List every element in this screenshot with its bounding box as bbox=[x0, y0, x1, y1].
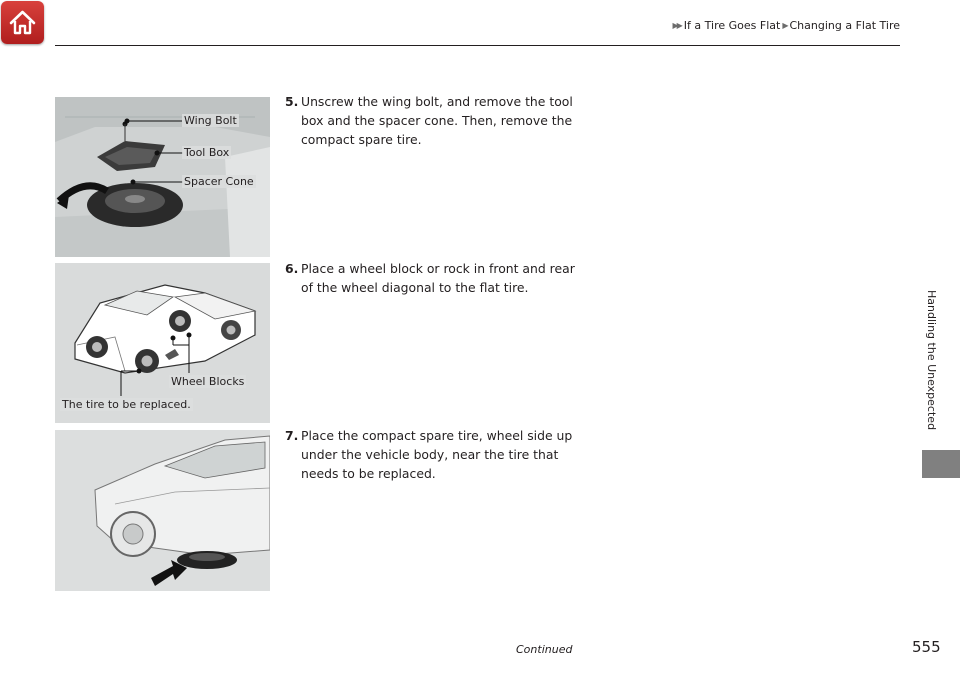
step-number: 7. bbox=[285, 428, 299, 443]
figure-wheel-blocks bbox=[55, 263, 270, 423]
step-5 bbox=[285, 92, 585, 149]
page-number: 555 bbox=[912, 638, 941, 656]
step-7 bbox=[285, 426, 585, 483]
step-6 bbox=[285, 259, 585, 297]
breadcrumb bbox=[672, 19, 900, 32]
figure-spare-tire-compartment bbox=[55, 97, 270, 257]
breadcrumb-arrows-icon: ▶▶ bbox=[672, 21, 681, 30]
step-text: Place the compact spare tire, wheel side up under the vehicle body, near the tire that needs to be replaced. bbox=[301, 428, 573, 481]
callout-tire-to-be-replaced: The tire to be replaced. bbox=[62, 398, 191, 411]
callout-spacer-cone: Spacer Cone bbox=[184, 175, 254, 188]
callout-wheel-blocks: Wheel Blocks bbox=[171, 375, 245, 388]
breadcrumb-current: Changing a Flat Tire bbox=[789, 19, 900, 32]
section-side-label[interactable]: Handling the Unexpected bbox=[925, 290, 938, 431]
step-text: Place a wheel block or rock in front and rear of the wheel diagonal to the flat tire. bbox=[301, 261, 575, 295]
step-number: 6. bbox=[285, 261, 299, 276]
spare-under-body-illustration bbox=[55, 430, 270, 591]
breadcrumb-link-flat-tire[interactable]: If a Tire Goes Flat bbox=[683, 19, 781, 32]
section-side-tab[interactable] bbox=[922, 450, 960, 478]
breadcrumb-arrow-icon: ▶ bbox=[782, 21, 789, 30]
callout-tool-box: Tool Box bbox=[184, 146, 230, 159]
callout-wing-bolt: Wing Bolt bbox=[184, 114, 237, 127]
home-button[interactable] bbox=[1, 1, 44, 44]
step-number: 5. bbox=[285, 94, 299, 109]
step-text: Unscrew the wing bolt, and remove the tool box and the spacer cone. Then, remove the compact spare tire. bbox=[301, 94, 573, 147]
header-divider bbox=[55, 45, 900, 46]
home-icon bbox=[8, 8, 37, 37]
continued-label: Continued bbox=[516, 643, 573, 656]
figure-spare-under-vehicle bbox=[55, 430, 270, 591]
